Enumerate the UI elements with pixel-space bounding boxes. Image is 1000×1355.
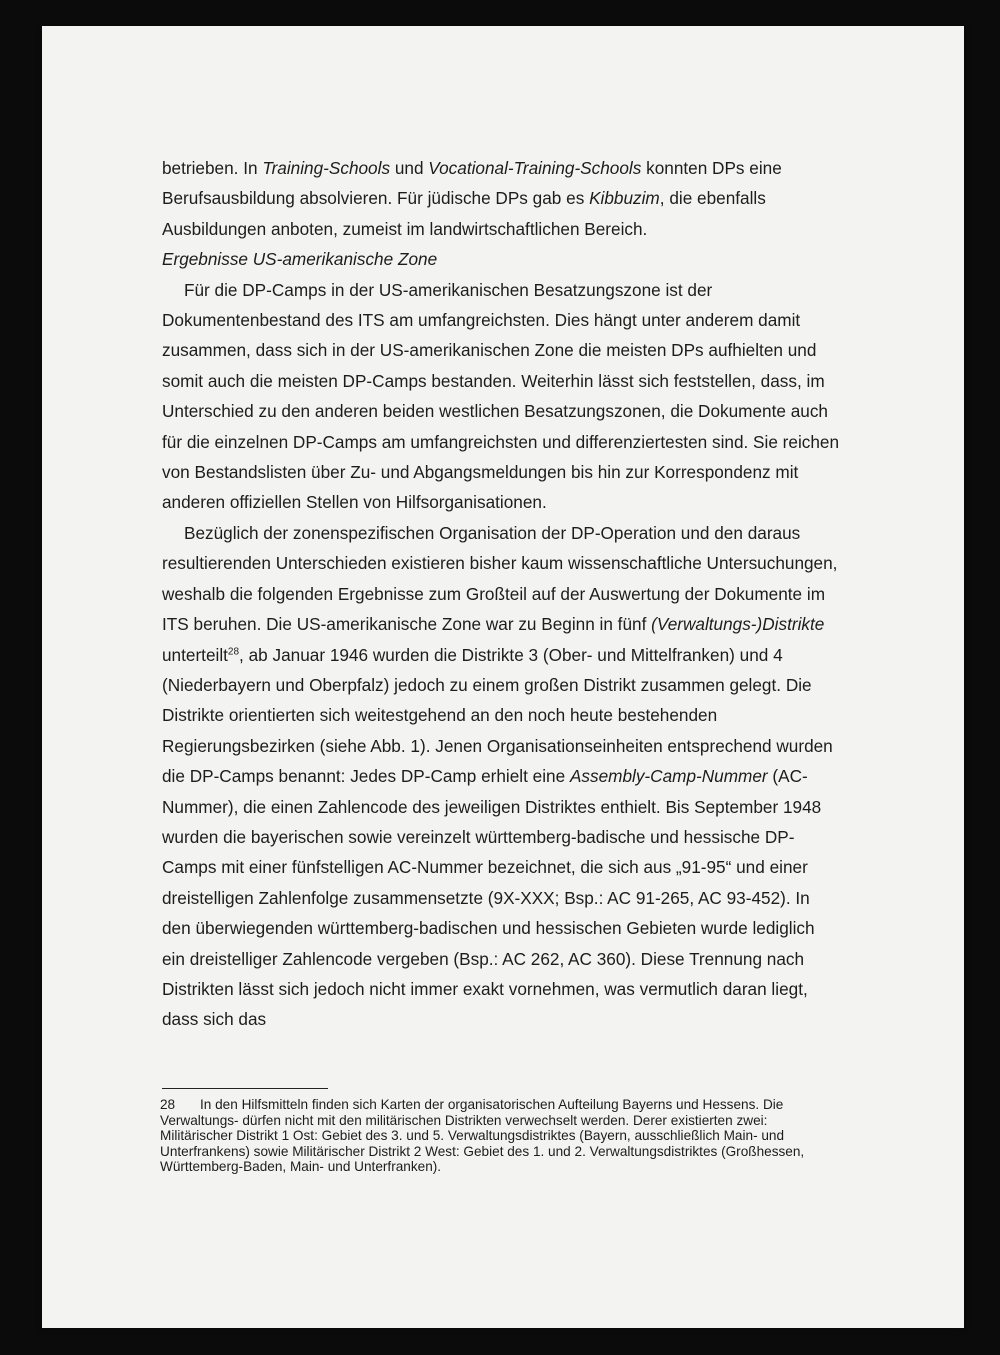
italic-term: Assembly-Camp-Nummer [569,766,768,787]
italic-term: Vocational-Training-Schools [428,158,642,178]
body-text [162,153,842,1035]
footnote-text: In den Hilfsmitteln finden sich Karten der organisatorischen Aufteilung Bayerns und Hessens. Die Verwaltungs- dürfen nicht mit den militärischen Distrikten verwechselt werden. Derer existierten zwei: Militärischer Distrikt 1 Ost: Gebiet des 3. und 5. Verwaltungsdistriktes (Bayern, ausschließlich Main- und Unterfrankens) sowie Militärischer Distrikt 2 West: Gebiet des 1. und 2. Verwaltungsdistriktes (Großhessen, Württemberg-Baden, Main- und Unterfranken). [160,1097,805,1175]
footnote-separator [162,1088,328,1089]
italic-term: Training-Schools [262,158,391,178]
text-run: konnten DPs eine Berufsausbildung absolvieren. Für jüdische DPs gab es [162,158,782,209]
text-run: und [390,158,429,178]
footnote-reference: 28 [227,645,240,657]
paragraph-1 [162,153,842,244]
italic-term: (Verwaltungs-)Distrikte [651,614,825,635]
text-run: betrieben. In [162,158,263,178]
text-run: , ab Januar 1946 wurden die Distrikte 3 (Ober- und Mittelfranken) und 4 (Niederbayern und Oberpfalz) jedoch zu einem großen Distrikt zusammen gelegt. Die Distrikte orientierten sich weitestgehend an den noch heute bestehenden Regierungsbezirken (siehe Abb. 1). Jenen Organisationseinheiten entsprechend wurden die DP-Camps benannt: Jedes DP-Camp erhielt eine [162,644,833,787]
section-heading [162,244,842,274]
footnote-number: 28 [160,1097,176,1112]
text-run: Bezüglich der zonenspezifischen Organisation der DP-Operation und den daraus resultierenden Unterschieden existieren bisher kaum wissenschaftliche Untersuchungen, weshalb die folgenden Ergebnisse zum Großteil auf der Auswertung der Dokumente im ITS beruhen. Die US-amerikanische Zone war zu Beginn in fünf [162,522,838,635]
footnote [160,1097,832,1175]
italic-term: Kibbuzim [589,188,660,209]
text-run: unterteilt [162,644,228,665]
paragraph-3 [162,518,842,1035]
text-run: (AC-Nummer), die einen Zahlencode des jeweiligen Distriktes enthielt. Bis September 1948 wurden die bayerischen sowie vereinzelt württemberg-badische und hessische DP-Camps mit einer fünfstelligen AC-Nummer bezeichnet, die sich aus „91-95“ und einer dreistelligen Zahlenfolge zusammensetzte (9X-XXX; Bsp.: AC 91-265, AC 93-452). In den überwiegenden württemberg-badischen und hessischen Gebieten wurde lediglich ein dreistelliger Zahlencode vergeben (Bsp.: AC 262, AC 360). Diese Trennung nach Distrikten lässt sich jedoch nicht immer exakt vornehmen, was vermutlich daran liegt, dass sich das [162,766,822,1030]
text-run: , die ebenfalls Ausbildungen anboten, zumeist im landwirtschaftlichen Bereich. [162,188,766,239]
section-heading-text: Ergebnisse US-amerikanische Zone [162,249,438,270]
paragraph-2: Für die DP-Camps in der US-amerikanischen Besatzungszone ist der Dokumentenbestand des ITS am umfangreichsten. Dies hängt unter anderem damit zusammen, dass sich in der US-amerikanischen Zone die meisten DPs aufhielten und somit auch die meisten DP-Camps bestanden. Weiterhin lässt sich feststellen, dass, im Unterschied zu den anderen beiden westlichen Besatzungszonen, die Dokumente auch für die einzelnen DP-Camps am umfangreichsten und differenziertesten sind. Sie reichen von Bestandslisten über Zu- und Abgangsmeldungen bis hin zur Korrespondenz mit anderen offiziellen Stellen von Hilfsorganisationen. [162,279,840,513]
